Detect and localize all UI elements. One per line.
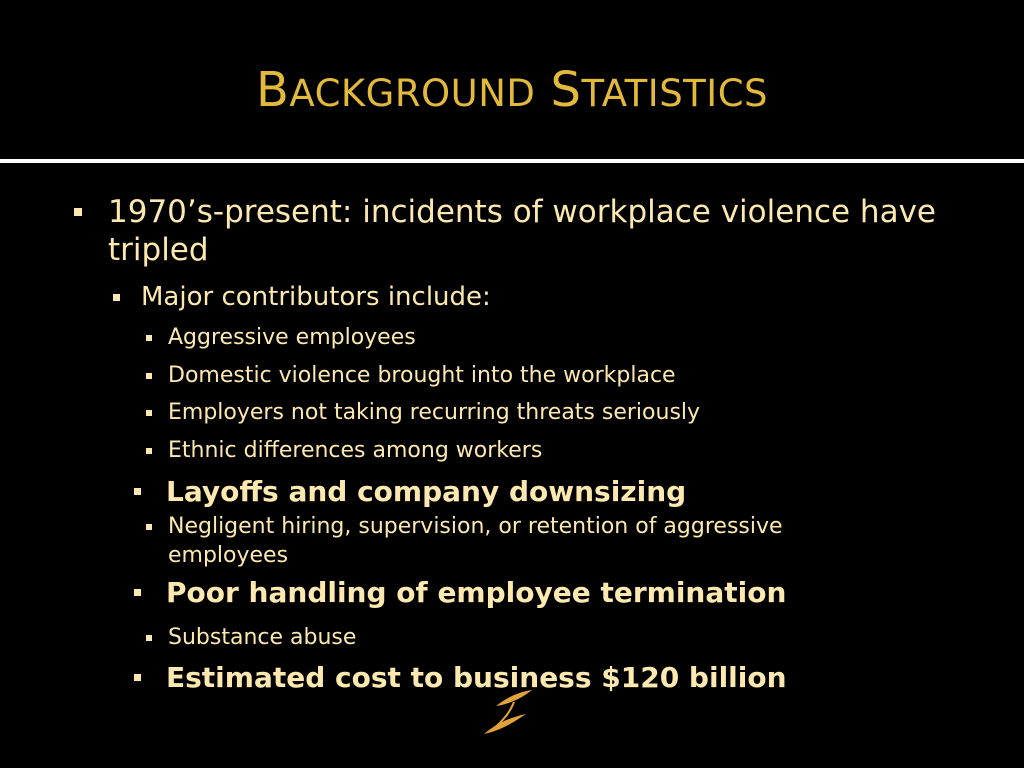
bullet-level2: [113, 281, 913, 313]
square-bullet-icon: [134, 674, 141, 681]
square-bullet-icon: [74, 208, 82, 216]
title-word-rest: TATISTICS: [581, 72, 769, 115]
square-bullet-icon: [146, 635, 152, 641]
title-word-rest: ACKGROUND: [289, 72, 536, 115]
title-initial: S: [550, 62, 582, 118]
square-bullet-icon: [134, 589, 141, 596]
contributor-item: [146, 623, 946, 653]
contributor-item: [146, 323, 946, 353]
bullet-text: Major contributors include:: [141, 282, 491, 312]
contributor-text: Ethnic differences among workers: [168, 438, 543, 463]
square-bullet-icon: [113, 294, 120, 301]
contributor-item: [146, 361, 946, 391]
slide-title: [0, 52, 1024, 128]
contributor-item-emphasized: [134, 576, 934, 610]
square-bullet-icon: [146, 410, 152, 416]
bullet-level1: [74, 193, 954, 269]
contributor-item: [146, 398, 946, 428]
contributor-text: Poor handling of employee termination: [166, 576, 787, 609]
bullet-text: 1970’s-present: incidents of workplace violence have tripled: [108, 194, 936, 268]
square-bullet-icon: [146, 373, 152, 379]
square-bullet-icon: [146, 335, 152, 341]
contributor-text: Employers not taking recurring threats seriously: [168, 400, 701, 425]
contributor-item: [146, 436, 946, 466]
square-bullet-icon: [146, 448, 152, 454]
flourish-ornament-icon: [474, 684, 536, 740]
contributor-text: Layoffs and company downsizing: [166, 475, 687, 508]
square-bullet-icon: [146, 524, 152, 530]
contributor-item-emphasized: [134, 475, 934, 509]
cost-text: Estimated cost to business $120 billion: [166, 661, 787, 694]
square-bullet-icon: [134, 488, 141, 495]
contributor-text: Substance abuse: [168, 625, 357, 650]
title-initial: B: [255, 62, 290, 118]
contributor-text: Negligent hiring, supervision, or retention of aggressive employees: [168, 514, 783, 568]
contributor-item: [146, 512, 886, 570]
contributor-text: Domestic violence brought into the workplace: [168, 363, 676, 388]
title-divider: [0, 159, 1024, 163]
contributor-text: Aggressive employees: [168, 325, 416, 350]
